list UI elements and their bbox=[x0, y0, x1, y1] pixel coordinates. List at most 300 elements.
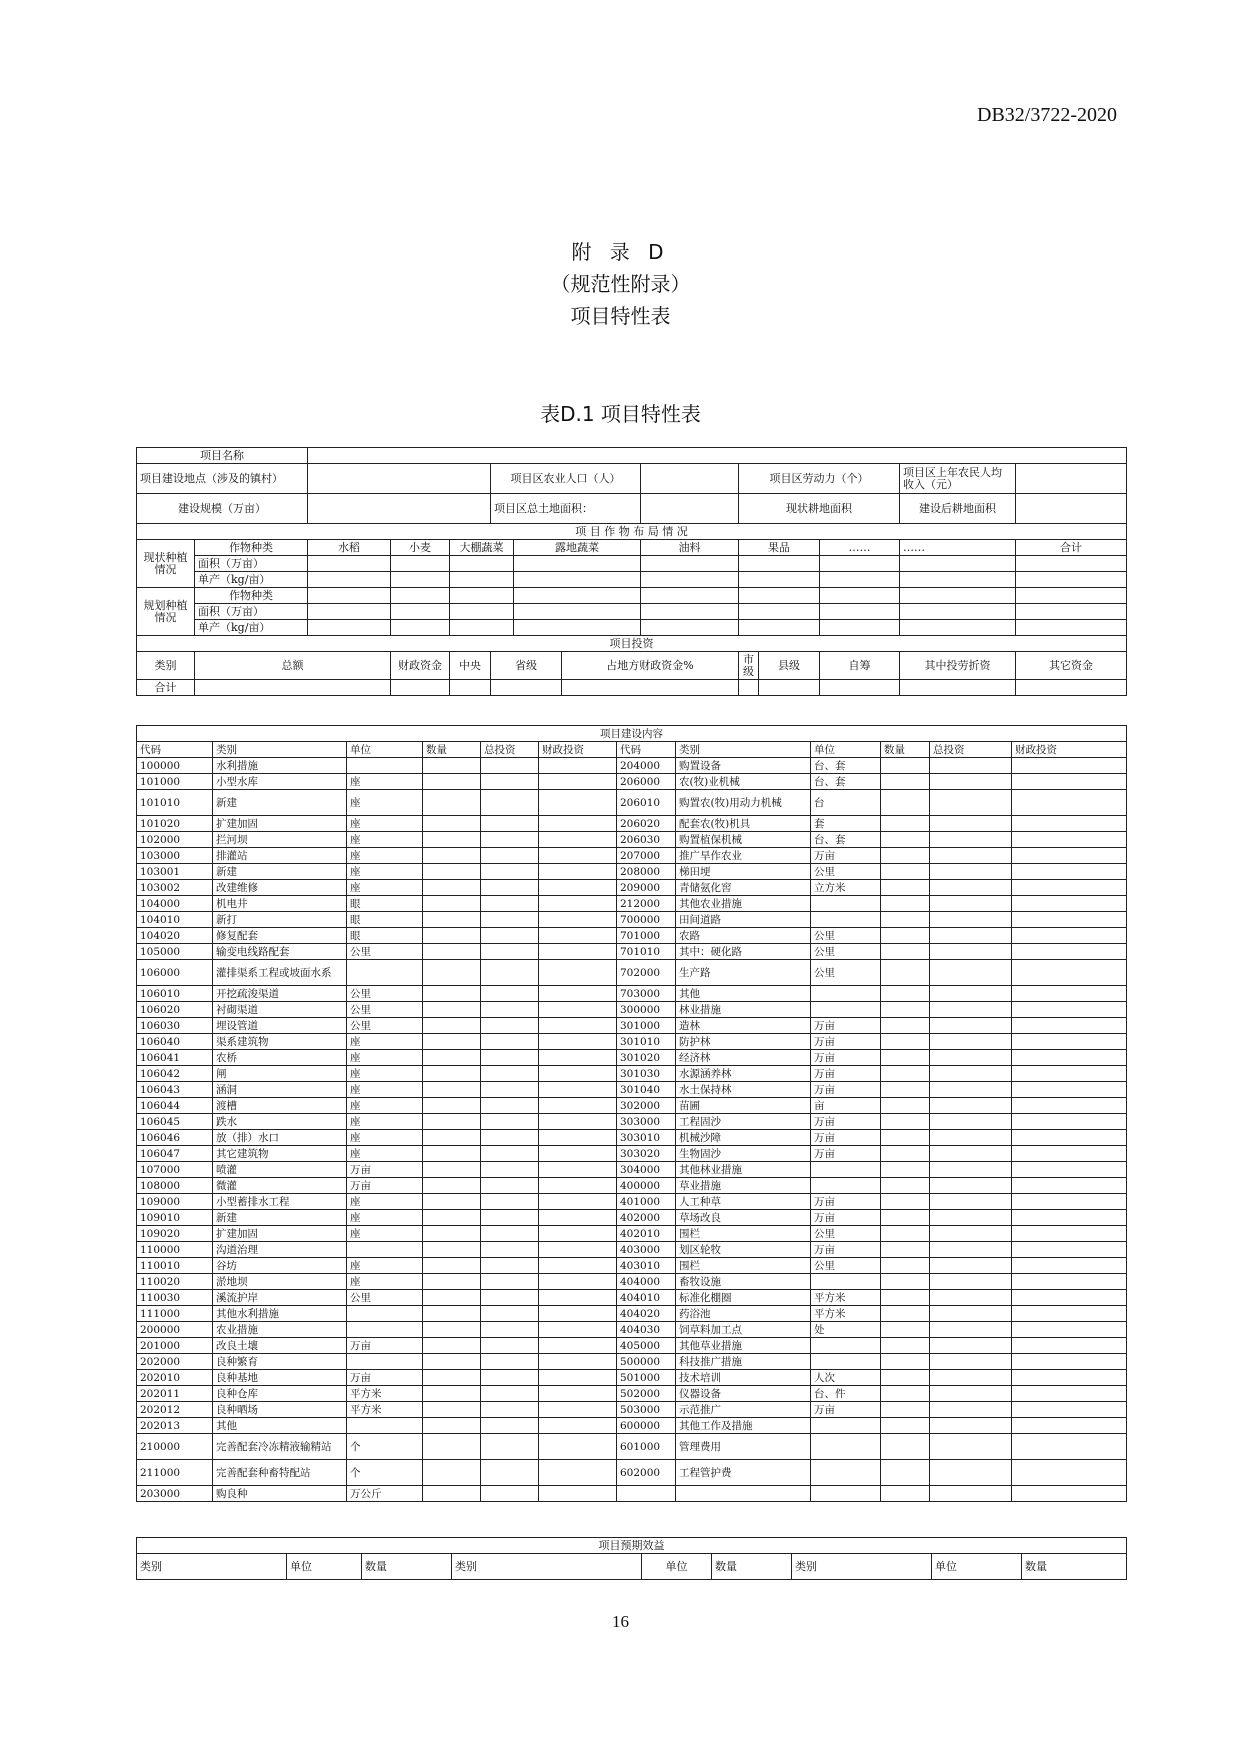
cell-unit-left: 万亩 bbox=[347, 1370, 423, 1386]
inv-total-label: 合计 bbox=[137, 680, 195, 696]
cell-empty bbox=[881, 1434, 930, 1460]
table-row bbox=[137, 1322, 1127, 1338]
cell-category-right: 科技推广措施 bbox=[676, 1354, 811, 1370]
cell-empty bbox=[423, 1434, 481, 1460]
cell-code-right: 303000 bbox=[617, 1114, 676, 1130]
cell-empty bbox=[930, 1402, 1012, 1418]
cell-category-right: 围栏 bbox=[676, 1226, 811, 1242]
row-benefit-title bbox=[137, 1538, 1127, 1554]
table-row bbox=[137, 1226, 1127, 1242]
cell-empty bbox=[539, 960, 617, 986]
ben-col-unit-2: 单位 bbox=[642, 1554, 712, 1580]
cell-empty bbox=[423, 1370, 481, 1386]
cell-empty bbox=[481, 1402, 539, 1418]
cell-code-right: 204000 bbox=[617, 758, 676, 774]
cell-code-left: 106010 bbox=[137, 986, 213, 1002]
cell-empty bbox=[481, 1082, 539, 1098]
cell-empty bbox=[930, 1210, 1012, 1226]
cell-unit-left: 座 bbox=[347, 790, 423, 816]
cell-empty bbox=[1012, 1178, 1127, 1194]
cell-empty bbox=[423, 1114, 481, 1130]
cell-unit-left: 万公斤 bbox=[347, 1486, 423, 1502]
cell-empty bbox=[539, 1210, 617, 1226]
population-value bbox=[641, 464, 739, 494]
cell-empty bbox=[539, 848, 617, 864]
cell-category-right: 划区轮牧 bbox=[676, 1242, 811, 1258]
cell-unit-right: 万亩 bbox=[811, 1210, 881, 1226]
row-planned-yield bbox=[137, 620, 1127, 636]
cell-category-left: 新打 bbox=[213, 912, 347, 928]
cell-category-right: 药浴池 bbox=[676, 1306, 811, 1322]
cell-empty bbox=[423, 790, 481, 816]
cell-code-right: 206030 bbox=[617, 832, 676, 848]
cell-empty bbox=[481, 1146, 539, 1162]
cell-empty bbox=[930, 790, 1012, 816]
cell-empty bbox=[539, 1290, 617, 1306]
cell-empty bbox=[1012, 1034, 1127, 1050]
crop-fruit: 果品 bbox=[739, 540, 820, 556]
cell-code-right: 303010 bbox=[617, 1130, 676, 1146]
cell-category-right: 水源涵养林 bbox=[676, 1066, 811, 1082]
cell-unit-right: 公里 bbox=[811, 928, 881, 944]
cell-code-right: 301030 bbox=[617, 1066, 676, 1082]
cell-empty bbox=[481, 1114, 539, 1130]
cell-empty bbox=[539, 1018, 617, 1034]
cell-empty bbox=[881, 1338, 930, 1354]
table-row bbox=[137, 1018, 1127, 1034]
cell-unit-left bbox=[347, 758, 423, 774]
cell-unit-right bbox=[811, 896, 881, 912]
cell-unit-left bbox=[347, 1242, 423, 1258]
cell-code-right: 602000 bbox=[617, 1460, 676, 1486]
cell-empty bbox=[481, 790, 539, 816]
cell-unit-left: 座 bbox=[347, 1274, 423, 1290]
cell-empty bbox=[539, 832, 617, 848]
cell-empty bbox=[1012, 1050, 1127, 1066]
cell-empty bbox=[930, 1418, 1012, 1434]
cell-empty bbox=[881, 912, 930, 928]
cell-empty bbox=[881, 1290, 930, 1306]
cell-empty bbox=[930, 774, 1012, 790]
cell-empty bbox=[481, 944, 539, 960]
cell-empty bbox=[539, 1066, 617, 1082]
cell-unit-left: 个 bbox=[347, 1460, 423, 1486]
cell-unit-right: 公里 bbox=[811, 1258, 881, 1274]
cell-empty bbox=[930, 1338, 1012, 1354]
cell-empty bbox=[881, 1178, 930, 1194]
cell-category-left: 其它建筑物 bbox=[213, 1146, 347, 1162]
cell-category-left: 机电井 bbox=[213, 896, 347, 912]
cell-empty bbox=[1012, 912, 1127, 928]
cell-code-left: 109000 bbox=[137, 1194, 213, 1210]
col-category-right: 类别 bbox=[676, 742, 811, 758]
cell-empty bbox=[881, 1194, 930, 1210]
cell-code-left: 108000 bbox=[137, 1178, 213, 1194]
cell-category-left: 小型蓄排水工程 bbox=[213, 1194, 347, 1210]
label-cur-farmland: 现状耕地面积 bbox=[739, 494, 900, 524]
cell-category-right: 管理费用 bbox=[676, 1434, 811, 1460]
cell-code-left: 101010 bbox=[137, 790, 213, 816]
cell-empty bbox=[481, 832, 539, 848]
cell-category-left: 拦河坝 bbox=[213, 832, 347, 848]
cell-code-right: 301000 bbox=[617, 1018, 676, 1034]
cell-unit-right bbox=[811, 1002, 881, 1018]
cell-unit-left: 座 bbox=[347, 1130, 423, 1146]
cell-code-right: 600000 bbox=[617, 1418, 676, 1434]
ben-col-qty-3: 数量 bbox=[1022, 1554, 1127, 1580]
cell-category-right: 草场改良 bbox=[676, 1210, 811, 1226]
cell-category-right: 水土保持林 bbox=[676, 1082, 811, 1098]
table-row bbox=[137, 1242, 1127, 1258]
cell-empty bbox=[423, 1306, 481, 1322]
cell-empty bbox=[423, 1178, 481, 1194]
cell-code-right: 403000 bbox=[617, 1242, 676, 1258]
cell-category-left: 谷坊 bbox=[213, 1258, 347, 1274]
cell-unit-right: 台、套 bbox=[811, 758, 881, 774]
cell-empty bbox=[930, 1322, 1012, 1338]
cell-code-right: 700000 bbox=[617, 912, 676, 928]
cell-empty bbox=[881, 1226, 930, 1242]
cell-empty bbox=[930, 1274, 1012, 1290]
label-crop-type: 作物种类 bbox=[195, 540, 308, 556]
cell-code-left: 107000 bbox=[137, 1162, 213, 1178]
cell-category-left: 淤地坝 bbox=[213, 1274, 347, 1290]
inv-col-county: 县级 bbox=[759, 652, 820, 680]
cell-unit-right: 公里 bbox=[811, 864, 881, 880]
row-location bbox=[137, 464, 1127, 494]
col-code-left: 代码 bbox=[137, 742, 213, 758]
cell-empty bbox=[1012, 774, 1127, 790]
cell-empty bbox=[481, 1306, 539, 1322]
cell-empty bbox=[423, 944, 481, 960]
table-row bbox=[137, 1434, 1127, 1460]
cell-empty bbox=[930, 1242, 1012, 1258]
cell-unit-left: 座 bbox=[347, 1050, 423, 1066]
crop-greenhouse-veg: 大棚蔬菜 bbox=[450, 540, 514, 556]
cell-unit-left: 座 bbox=[347, 832, 423, 848]
expected-benefit-table bbox=[136, 1537, 1127, 1580]
row-current-area bbox=[137, 556, 1127, 572]
benefit-title: 项目预期效益 bbox=[137, 1538, 1127, 1554]
cell-category-right: 其他农业措施 bbox=[676, 896, 811, 912]
cell-category-left: 输变电线路配套 bbox=[213, 944, 347, 960]
inv-col-local-pct: 占地方财政资金% bbox=[562, 652, 739, 680]
cell-empty bbox=[481, 928, 539, 944]
project-info-table bbox=[136, 447, 1127, 696]
cell-empty bbox=[539, 1146, 617, 1162]
cell-empty bbox=[1012, 1002, 1127, 1018]
cell-code-right: 207000 bbox=[617, 848, 676, 864]
cell-empty bbox=[881, 1386, 930, 1402]
cell-unit-left bbox=[347, 1418, 423, 1434]
table-row bbox=[137, 1114, 1127, 1130]
cell-unit-left: 座 bbox=[347, 1226, 423, 1242]
appendix-name: 项目特性表 bbox=[570, 304, 671, 328]
cell-empty bbox=[930, 928, 1012, 944]
crop-total: 合计 bbox=[1016, 540, 1127, 556]
cell-code-left: 106045 bbox=[137, 1114, 213, 1130]
table-row bbox=[137, 1210, 1127, 1226]
cell-empty bbox=[881, 1002, 930, 1018]
cell-empty bbox=[930, 880, 1012, 896]
cell-empty bbox=[539, 1486, 617, 1502]
cell-empty bbox=[1012, 928, 1127, 944]
label-crop-type-planned: 作物种类 bbox=[195, 588, 308, 604]
row-planned-crop bbox=[137, 588, 1127, 604]
col-total-inv-right: 总投资 bbox=[930, 742, 1012, 758]
cell-code-left: 101000 bbox=[137, 774, 213, 790]
cell-empty bbox=[423, 1338, 481, 1354]
cell-empty bbox=[539, 1434, 617, 1460]
cell-empty bbox=[930, 1258, 1012, 1274]
cell-unit-right: 台、件 bbox=[811, 1386, 881, 1402]
cell-empty bbox=[481, 1274, 539, 1290]
cell-code-left: 103001 bbox=[137, 864, 213, 880]
row-project-name bbox=[137, 448, 1127, 464]
col-fiscal-inv-left: 财政投资 bbox=[539, 742, 617, 758]
cell-empty bbox=[481, 1194, 539, 1210]
cell-empty bbox=[1012, 1210, 1127, 1226]
table-row bbox=[137, 986, 1127, 1002]
cell-unit-left: 座 bbox=[347, 1194, 423, 1210]
cell-empty bbox=[423, 1226, 481, 1242]
label-total-land: 项目区总土地面积： bbox=[491, 494, 641, 524]
cell-empty bbox=[539, 758, 617, 774]
cell-code-left: 106044 bbox=[137, 1098, 213, 1114]
total-land-value bbox=[641, 494, 739, 524]
cell-code-left: 106041 bbox=[137, 1050, 213, 1066]
cell-empty bbox=[1012, 1018, 1127, 1034]
cell-category-right: 防护林 bbox=[676, 1034, 811, 1050]
cell-empty bbox=[881, 928, 930, 944]
cell-unit-right bbox=[811, 1486, 881, 1502]
cell-category-left: 良种仓库 bbox=[213, 1386, 347, 1402]
crop-other-2: …… bbox=[900, 540, 1016, 556]
cell-code-right: 701010 bbox=[617, 944, 676, 960]
cell-empty bbox=[1012, 1322, 1127, 1338]
cell-empty bbox=[930, 1050, 1012, 1066]
cell-unit-right: 万亩 bbox=[811, 1402, 881, 1418]
cell-empty bbox=[423, 1194, 481, 1210]
cell-unit-left: 眼 bbox=[347, 896, 423, 912]
table-row bbox=[137, 960, 1127, 986]
cell-empty bbox=[423, 1258, 481, 1274]
cell-empty bbox=[881, 1354, 930, 1370]
label-population: 项目区农业人口（人） bbox=[491, 464, 641, 494]
cell-code-left: 110010 bbox=[137, 1258, 213, 1274]
table-row bbox=[137, 1274, 1127, 1290]
cell-code-right: 405000 bbox=[617, 1338, 676, 1354]
table-row bbox=[137, 1098, 1127, 1114]
cell-category-right: 机械沙障 bbox=[676, 1130, 811, 1146]
table-row bbox=[137, 1146, 1127, 1162]
cell-empty bbox=[1012, 1402, 1127, 1418]
cell-empty bbox=[881, 1322, 930, 1338]
cell-category-right: 推广旱作农业 bbox=[676, 848, 811, 864]
cell-empty bbox=[423, 1034, 481, 1050]
cell-category-right: 围栏 bbox=[676, 1258, 811, 1274]
cell-empty bbox=[930, 832, 1012, 848]
table-row bbox=[137, 1418, 1127, 1434]
cell-category-left: 喷灌 bbox=[213, 1162, 347, 1178]
cell-code-left: 203000 bbox=[137, 1486, 213, 1502]
cell-unit-right bbox=[811, 912, 881, 928]
cell-unit-left bbox=[347, 960, 423, 986]
cell-unit-right bbox=[811, 986, 881, 1002]
cell-empty bbox=[1012, 1226, 1127, 1242]
cell-unit-right: 立方米 bbox=[811, 880, 881, 896]
cell-unit-right: 公里 bbox=[811, 1226, 881, 1242]
cell-empty bbox=[930, 758, 1012, 774]
label-labor: 项目区劳动力（个） bbox=[739, 464, 900, 494]
cell-code-left: 202010 bbox=[137, 1370, 213, 1386]
cell-unit-left: 公里 bbox=[347, 986, 423, 1002]
cell-category-right: 经济林 bbox=[676, 1050, 811, 1066]
cell-unit-left: 座 bbox=[347, 880, 423, 896]
cell-empty bbox=[1012, 1162, 1127, 1178]
cell-code-right: 500000 bbox=[617, 1354, 676, 1370]
table-row bbox=[137, 880, 1127, 896]
cell-code-left: 111000 bbox=[137, 1306, 213, 1322]
cell-category-right: 仪器设备 bbox=[676, 1386, 811, 1402]
cell-empty bbox=[930, 1306, 1012, 1322]
cell-category-left: 沟道治理 bbox=[213, 1242, 347, 1258]
cell-unit-left bbox=[347, 1306, 423, 1322]
table-row bbox=[137, 1066, 1127, 1082]
cell-category-right: 购置植保机械 bbox=[676, 832, 811, 848]
ben-col-category-3: 类别 bbox=[792, 1554, 932, 1580]
cell-category-left: 开挖疏浚渠道 bbox=[213, 986, 347, 1002]
cell-empty bbox=[481, 848, 539, 864]
cell-empty bbox=[423, 1162, 481, 1178]
cell-empty bbox=[930, 1486, 1012, 1502]
cell-category-right: 其他 bbox=[676, 986, 811, 1002]
cell-category-right: 生物固沙 bbox=[676, 1146, 811, 1162]
cell-category-right: 饲草料加工点 bbox=[676, 1322, 811, 1338]
cell-unit-right: 台 bbox=[811, 790, 881, 816]
cell-empty bbox=[539, 816, 617, 832]
cell-unit-left bbox=[347, 1322, 423, 1338]
cell-unit-right bbox=[811, 1178, 881, 1194]
table-row bbox=[137, 1386, 1127, 1402]
cell-empty bbox=[881, 944, 930, 960]
table-row bbox=[137, 1194, 1127, 1210]
cell-code-left: 106040 bbox=[137, 1034, 213, 1050]
cell-unit-right: 万亩 bbox=[811, 1018, 881, 1034]
table-row bbox=[137, 774, 1127, 790]
cell-unit-right: 万亩 bbox=[811, 1082, 881, 1098]
cell-unit-right: 万亩 bbox=[811, 1130, 881, 1146]
inv-col-self: 自筹 bbox=[820, 652, 900, 680]
cell-code-left: 210000 bbox=[137, 1434, 213, 1460]
appendix-title: 附 录 D bbox=[571, 240, 670, 264]
cell-code-right: 301020 bbox=[617, 1050, 676, 1066]
cell-empty bbox=[1012, 1194, 1127, 1210]
cell-empty bbox=[539, 1082, 617, 1098]
cell-category-left: 扩建加固 bbox=[213, 816, 347, 832]
cell-empty bbox=[481, 986, 539, 1002]
cell-code-left: 106000 bbox=[137, 960, 213, 986]
table-row bbox=[137, 1402, 1127, 1418]
cell-unit-left: 座 bbox=[347, 1114, 423, 1130]
inv-col-category: 类别 bbox=[137, 652, 195, 680]
cell-category-left: 农业措施 bbox=[213, 1322, 347, 1338]
cell-empty bbox=[481, 1290, 539, 1306]
cell-unit-right bbox=[811, 1418, 881, 1434]
cell-empty bbox=[481, 1018, 539, 1034]
cell-code-left: 109020 bbox=[137, 1226, 213, 1242]
cell-empty bbox=[881, 1066, 930, 1082]
cell-unit-left: 公里 bbox=[347, 944, 423, 960]
cell-empty bbox=[423, 1386, 481, 1402]
cell-empty bbox=[1012, 864, 1127, 880]
table-row bbox=[137, 1486, 1127, 1502]
cell-category-right: 工程固沙 bbox=[676, 1114, 811, 1130]
cell-code-left: 106047 bbox=[137, 1146, 213, 1162]
cell-category-right: 农(牧)业机械 bbox=[676, 774, 811, 790]
cell-category-left: 农桥 bbox=[213, 1050, 347, 1066]
cell-empty bbox=[481, 1162, 539, 1178]
cell-empty bbox=[481, 816, 539, 832]
cell-code-left: 202000 bbox=[137, 1354, 213, 1370]
cell-unit-left: 个 bbox=[347, 1434, 423, 1460]
cell-empty bbox=[423, 1146, 481, 1162]
table-row bbox=[137, 928, 1127, 944]
cell-category-left: 良种基地 bbox=[213, 1370, 347, 1386]
table-row bbox=[137, 1306, 1127, 1322]
cell-empty bbox=[423, 774, 481, 790]
cell-code-right: 212000 bbox=[617, 896, 676, 912]
cell-empty bbox=[930, 1178, 1012, 1194]
cell-unit-right: 处 bbox=[811, 1322, 881, 1338]
cell-category-right: 其他林业措施 bbox=[676, 1162, 811, 1178]
cell-empty bbox=[881, 1130, 930, 1146]
cell-empty bbox=[423, 960, 481, 986]
location-value bbox=[308, 464, 491, 494]
cell-category-left: 灌排渠系工程或坡面水系 bbox=[213, 960, 347, 986]
row-investment-title bbox=[137, 636, 1127, 652]
label-post-farmland: 建设后耕地面积 bbox=[900, 494, 1016, 524]
cell-empty bbox=[481, 912, 539, 928]
cell-unit-right: 万亩 bbox=[811, 1034, 881, 1050]
cell-empty bbox=[1012, 1338, 1127, 1354]
scale-value bbox=[308, 494, 491, 524]
cell-empty bbox=[881, 848, 930, 864]
cell-empty bbox=[881, 1418, 930, 1434]
cell-category-right: 技术培训 bbox=[676, 1370, 811, 1386]
cell-code-left: 104010 bbox=[137, 912, 213, 928]
inv-col-labor: 其中投劳折资 bbox=[900, 652, 1016, 680]
cell-category-left: 新建 bbox=[213, 790, 347, 816]
ben-col-unit-1: 单位 bbox=[287, 1554, 362, 1580]
table-caption: 表D.1 项目特性表 bbox=[540, 402, 701, 426]
cell-unit-right: 万亩 bbox=[811, 1050, 881, 1066]
cell-empty bbox=[539, 1050, 617, 1066]
cell-code-left: 106043 bbox=[137, 1082, 213, 1098]
cell-empty bbox=[881, 1274, 930, 1290]
cell-empty bbox=[539, 1386, 617, 1402]
cell-category-left: 溪流护岸 bbox=[213, 1290, 347, 1306]
cell-empty bbox=[930, 1098, 1012, 1114]
cell-empty bbox=[1012, 790, 1127, 816]
cell-empty bbox=[930, 1226, 1012, 1242]
cell-empty bbox=[881, 758, 930, 774]
cell-category-left: 良种晒场 bbox=[213, 1402, 347, 1418]
label-scale: 建设规模（万亩） bbox=[137, 494, 308, 524]
ben-col-category-1: 类别 bbox=[137, 1554, 287, 1580]
cell-unit-left: 万亩 bbox=[347, 1178, 423, 1194]
cell-code-right: 404010 bbox=[617, 1290, 676, 1306]
